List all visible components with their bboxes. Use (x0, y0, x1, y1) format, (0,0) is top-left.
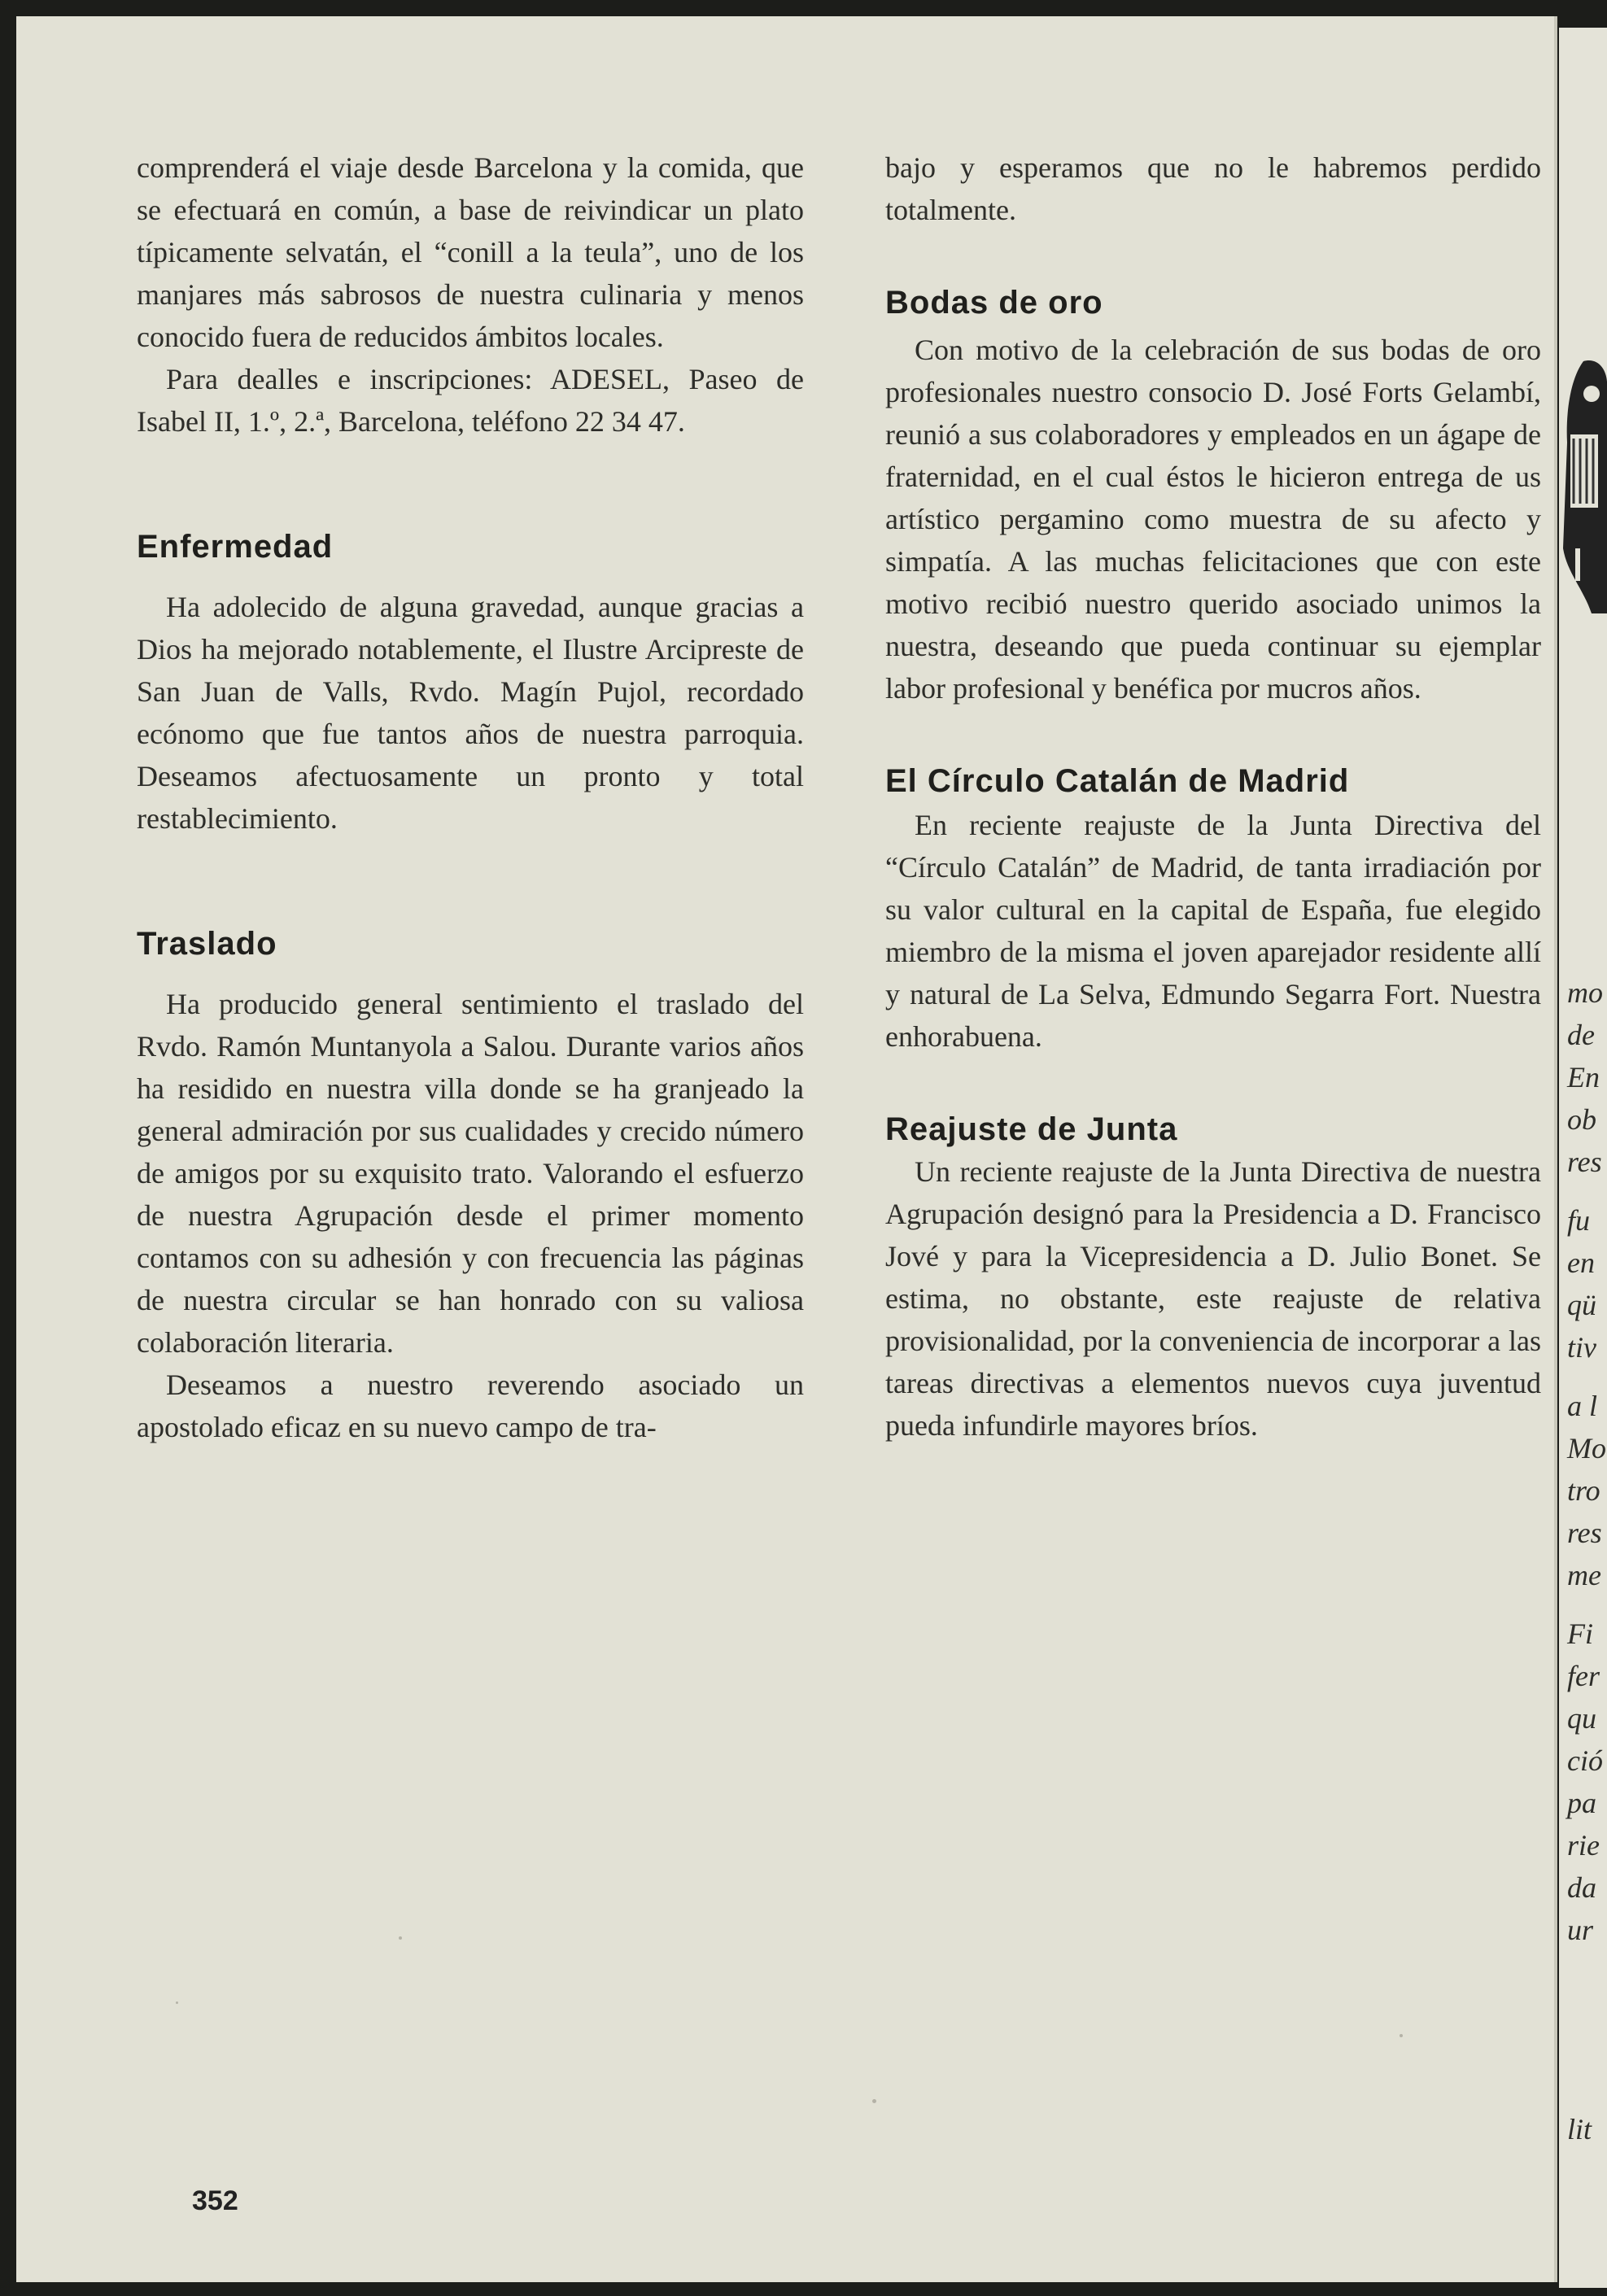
adjacent-page-text: mo de En ob res fu en qü tiv a l Mo tro res me Fi fer qu ció pa rie da ur (1567, 976, 1606, 1946)
heading-reajuste-de-junta: Reajuste de Junta (885, 1111, 1178, 1147)
details-paragraph: Para dealles e inscripciones: ADESEL, Paseo de Isabel II, 1.º, 2.ª, Barcelona, teléfono 22 34 47. (137, 363, 804, 438)
body-circulo-catalan: En reciente reajuste de la Junta Directiva del “Círculo Catalán” de Madrid, de tanta irradiación por su valor cultural en la capital de España, fue elegido miembro de la misma el joven aparejador residente allí y natural de La Selva, Edmundo Segarra Fort. Nuestra enhorabuena. (885, 809, 1541, 1053)
adjacent-page-text-bottom: lit (1567, 2113, 1592, 2145)
body-traslado-2: Deseamos a nuestro reverendo asociado un apostolado eficaz en su nuevo campo de tra- (137, 1368, 804, 1443)
body-reajuste-de-junta: Un reciente reajuste de la Junta Directiva de nuestra Agrupación designó para la Presidencia a D. Francisco Jové y para la Vicepresidencia a D. Julio Bonet. Se estima, no obstante, este reajuste de relativa provisionalidad, por la conveniencia de incorporar a las tareas directivas a elementos nuevos cuya juventud pueda infundirle mayores bríos. (885, 1155, 1541, 1442)
heading-circulo-catalan: El Círculo Catalán de Madrid (885, 763, 1350, 799)
body-bodas-de-oro: Con motivo de la celebración de sus bodas de oro profesionales nuestro consocio D. José Forts Gelambí, reunió a sus colaboradores y empleados en un ágape de fraternidad, en el cual éstos le hicieron entrega de us artístico pergamino como muestra de su afecto y simpatía. A las muchas felicitaciones que con este motivo recibió nuestro querido asociado unimos la nuestra, deseando que pueda continuar su ejemplar labor profesional y benéfica por mucros años. (885, 334, 1541, 705)
body-traslado-1: Ha producido general sentimiento el traslado del Rvdo. Ramón Muntanyola a Salou. Durante varios años ha residido en nuestra villa donde se ha granjeado la general admiración por sus cualidades y crecido número de amigos por su exquisito trato. Valorando el esfuerzo de nuestra Agrupación desde el primer momento contamos con su adhesión y con frecuencia las páginas de nuestra circular se han honrado con su valiosa colaboración literaria. (137, 988, 804, 1359)
continuation-paragraph: bajo y esperamos que no le habremos perdido totalmente. (885, 151, 1541, 226)
right-column (885, 146, 1541, 1447)
heading-traslado: Traslado (137, 926, 277, 962)
body-enfermedad: Ha adolecido de alguna gravedad, aunque gracias a Dios ha mejorado notablemente, el Ilustre Arcipreste de San Juan de Valls, Rvdo. Magín Pujol, recordado ecónomo que fue tantos años de nuestra parroquia. Deseamos afectuosamente un pronto y total restablecimiento. (137, 591, 804, 835)
heading-bodas-de-oro: Bodas de oro (885, 285, 1103, 321)
adjacent-page-illustration (1559, 345, 1607, 622)
heading-enfermedad: Enfermedad (137, 529, 334, 565)
adjacent-page-edge (1559, 28, 1607, 2288)
page-number: 352 (192, 2185, 238, 2216)
document-page (16, 16, 1557, 2282)
intro-paragraph: comprenderá el viaje desde Barcelona y la comida, que se efectuará en común, a base de reivindicar un plato típicamente selvatán, el “conill a la teula”, uno de los manjares más sabrosos de nuestra culinaria y menos conocido fuera de reducidos ámbitos locales. (137, 151, 804, 353)
left-column (137, 146, 804, 1448)
